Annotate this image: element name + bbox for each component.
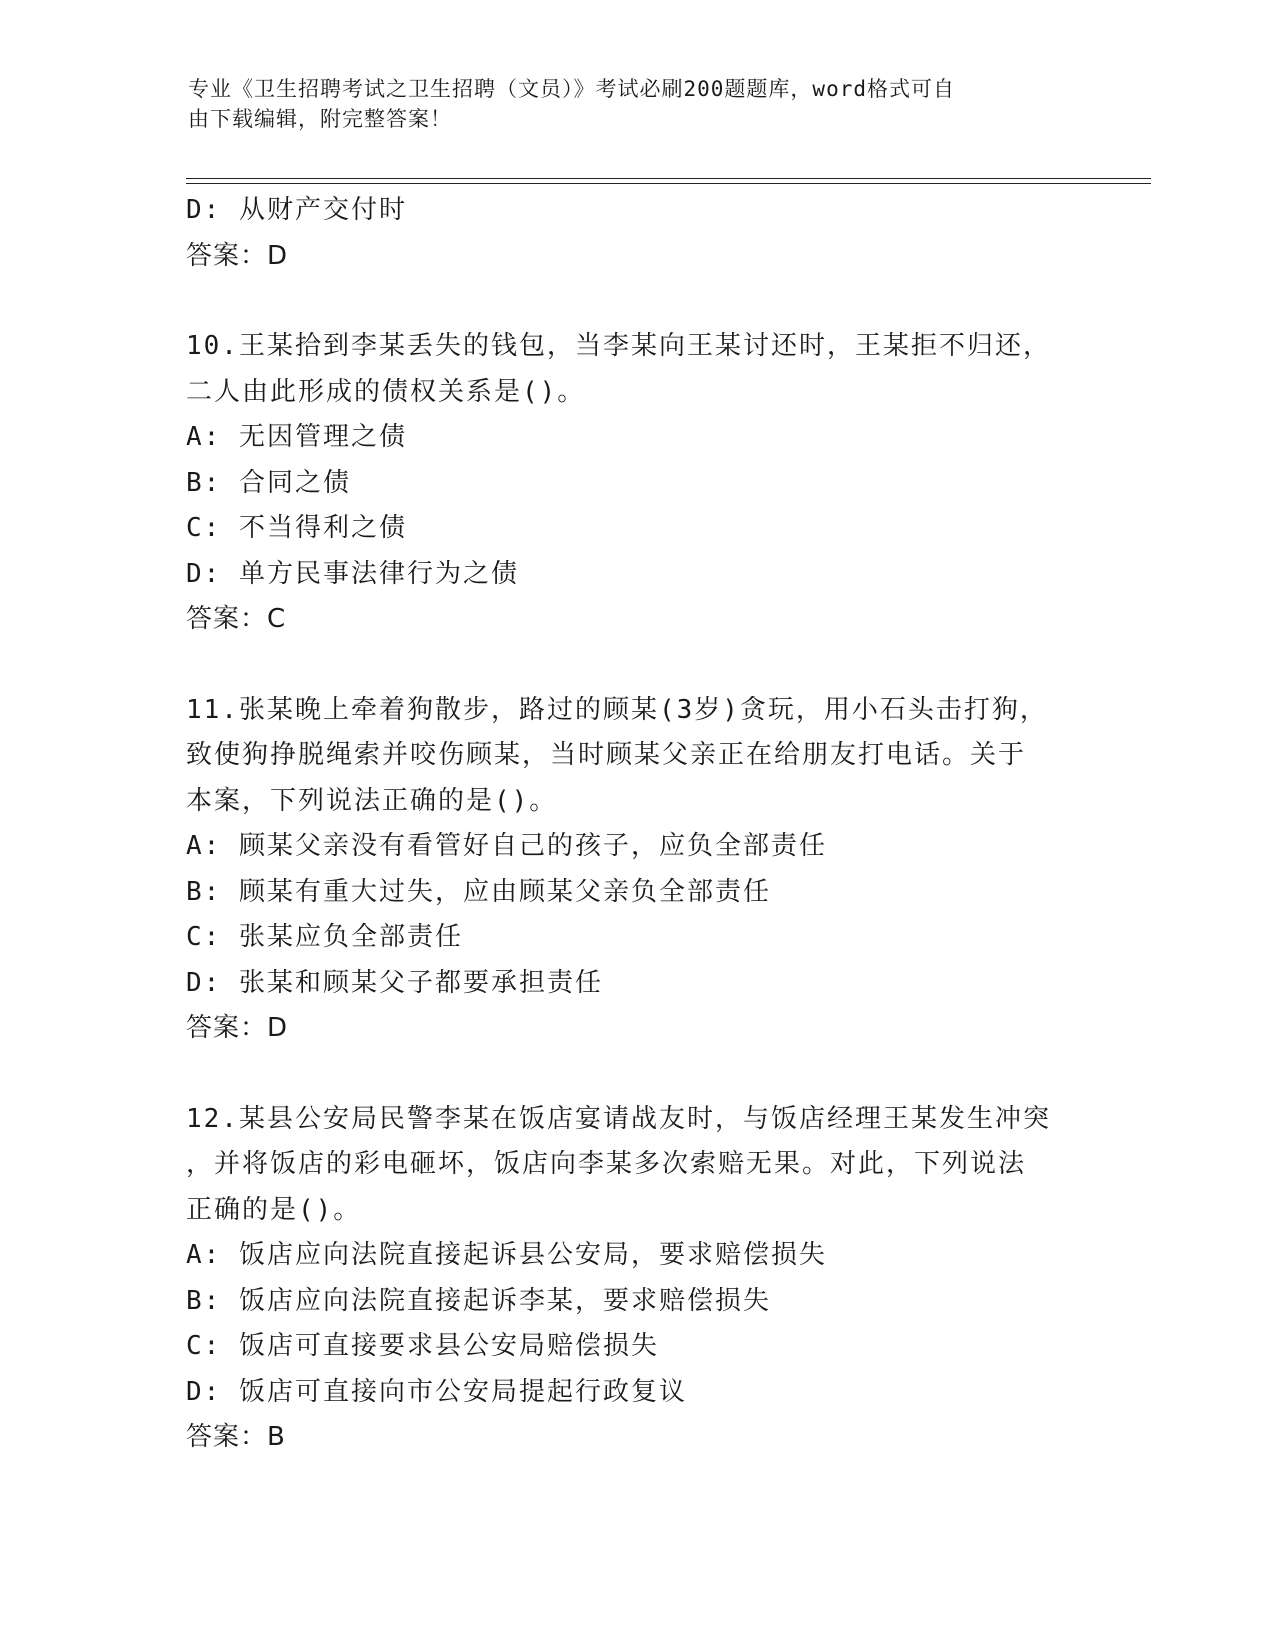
question-block-11: [186, 688, 1086, 1052]
option-a: A: 饭店应向法院直接起诉县公安局，要求赔偿损失: [186, 1240, 827, 1270]
question-block-12: [186, 1097, 1086, 1461]
spacer: [186, 643, 1086, 688]
option-c: C: 张某应负全部责任: [186, 922, 463, 952]
question-stem: 致使狗挣脱绳索并咬伤顾某，当时顾某父亲正在给朋友打电话。关于: [186, 740, 1027, 770]
spacer: [186, 1052, 1086, 1097]
question-stem: 正确的是()。: [186, 1194, 362, 1225]
option-d: D: 饭店可直接向市公安局提起行政复议: [186, 1376, 687, 1407]
option-c: C: 饭店可直接要求县公安局赔偿损失: [186, 1331, 659, 1361]
page-header: [188, 74, 1068, 134]
question-stem: 本案，下列说法正确的是()。: [186, 785, 558, 816]
option-d: D: 从财产交付时: [186, 195, 407, 225]
question-content: [186, 188, 1086, 1461]
question-stem: 10.王某拾到李某丢失的钱包，当李某向王某讨还时，王某拒不归还，: [186, 331, 1051, 361]
question-stem: 二人由此形成的债权关系是()。: [186, 376, 586, 407]
header-rule-bottom: [186, 183, 1151, 184]
question-stem: 11.张某晚上牵着狗散步，路过的顾某(3岁)贪玩，用小石头击打狗，: [186, 694, 1048, 725]
option-a: A: 顾某父亲没有看管好自己的孩子，应负全部责任: [186, 831, 827, 861]
answer: 答案：B: [186, 1422, 286, 1452]
option-d: D: 单方民事法律行为之债: [186, 558, 519, 589]
header-line-2: 由下载编辑，附完整答案！: [188, 107, 452, 131]
option-b: B: 顾某有重大过失，应由顾某父亲负全部责任: [186, 876, 771, 907]
answer: 答案：D: [186, 1013, 289, 1043]
header-rule-top: [186, 178, 1151, 179]
answer: 答案：C: [186, 604, 287, 634]
spacer: [186, 279, 1086, 324]
question-stem: ，并将饭店的彩电砸坏，饭店向李某多次索赔无果。对此，下列说法: [186, 1149, 1027, 1179]
question-block-prev: [186, 188, 1086, 279]
answer: 答案：D: [186, 240, 289, 271]
option-d: D: 张某和顾某父子都要承担责任: [186, 967, 603, 998]
option-b: B: 饭店应向法院直接起诉李某，要求赔偿损失: [186, 1285, 771, 1316]
header-line-1: 专业《卫生招聘考试之卫生招聘（文员）》考试必刷200题题库，word格式可自: [188, 77, 955, 101]
question-block-10: [186, 324, 1086, 643]
question-stem: 12.某县公安局民警李某在饭店宴请战友时，与饭店经理王某发生冲突: [186, 1103, 1051, 1134]
option-c: C: 不当得利之债: [186, 513, 407, 543]
option-b: B: 合同之债: [186, 467, 351, 498]
option-a: A: 无因管理之债: [186, 422, 407, 452]
